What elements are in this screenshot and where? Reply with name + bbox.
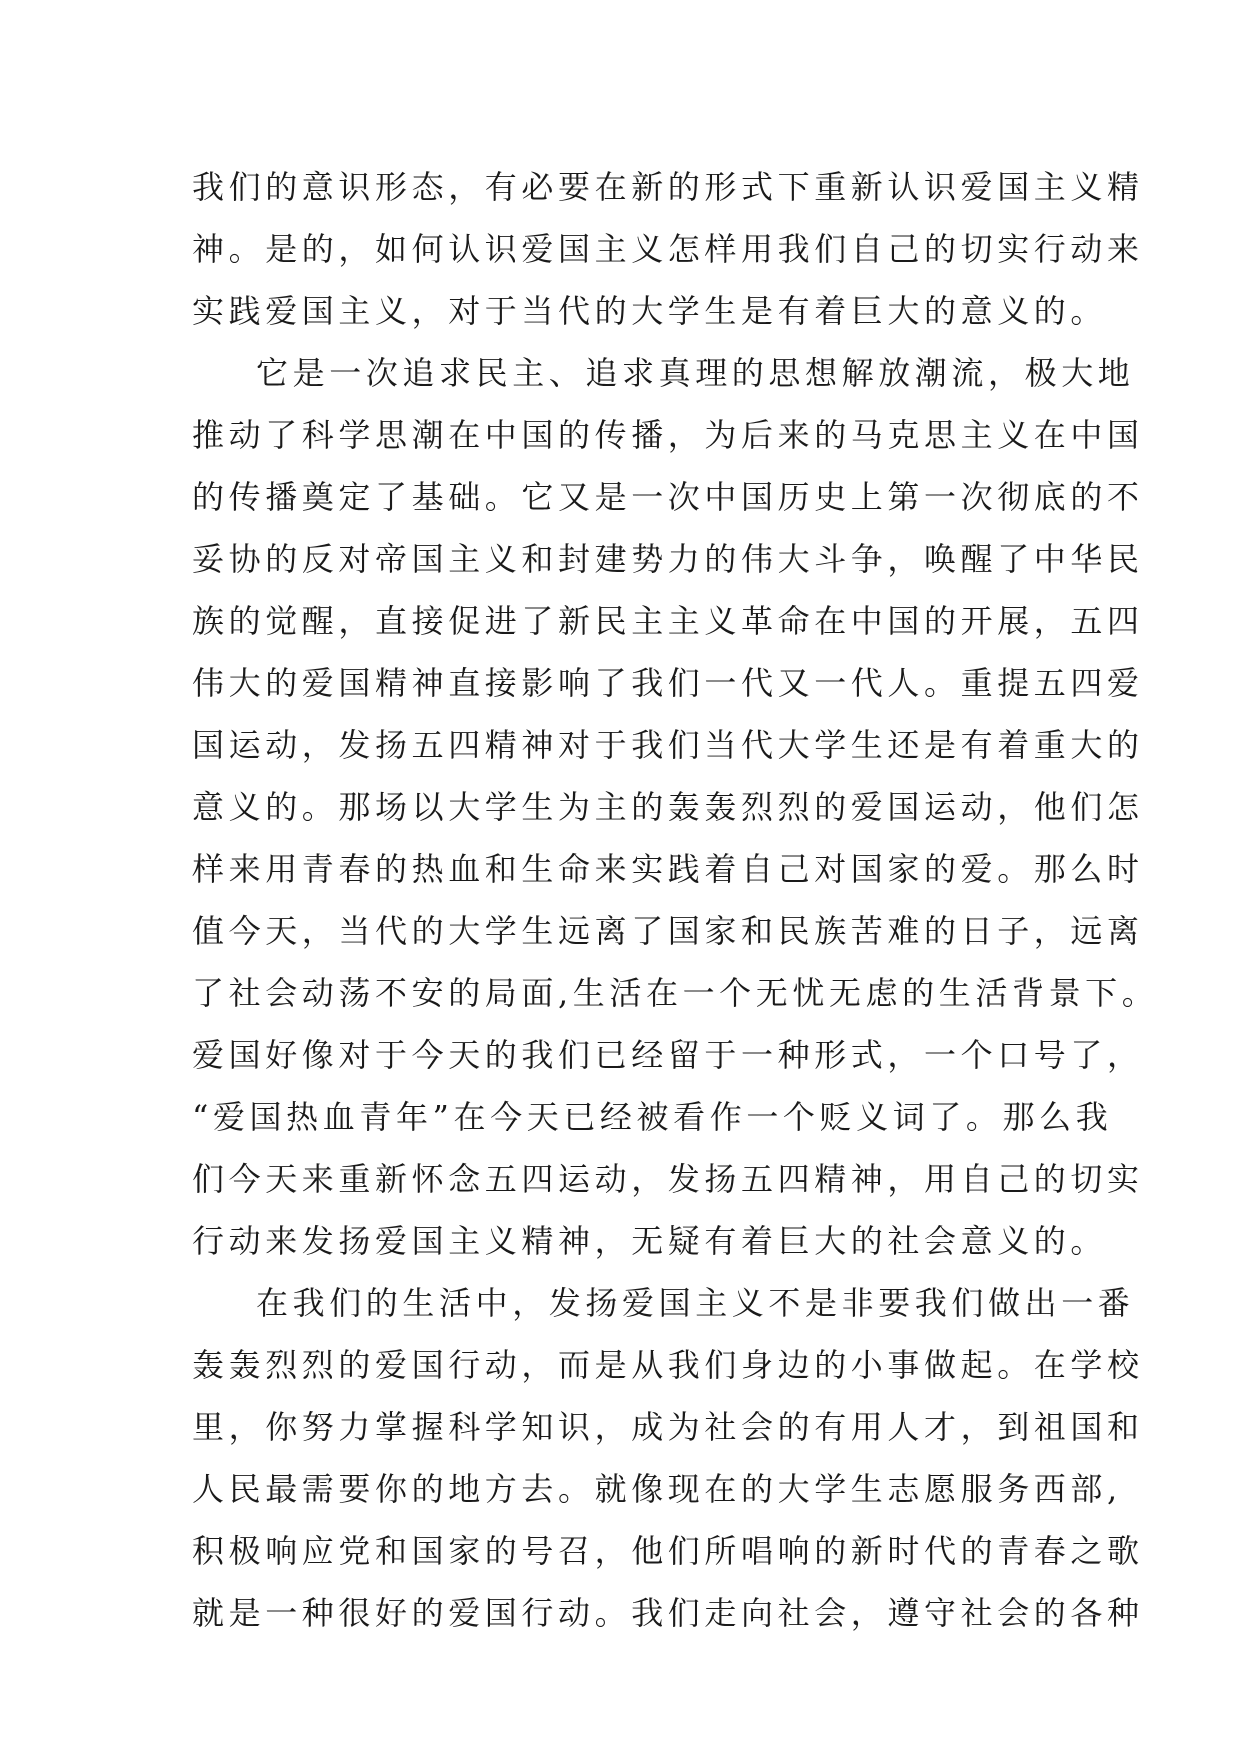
text-line: 轰轰烈烈的爱国行动，而是从我们身边的小事做起。在学校 — [192, 1346, 1144, 1384]
text-line: 神。是的，如何认识爱国主义怎样用我们自己的切实行动来 — [192, 230, 1144, 268]
text-line: 爱国好像对于今天的我们已经留于一种形式，一个口号了， — [192, 1036, 1144, 1074]
text-line: 推动了科学思潮在中国的传播，为后来的马克思主义在中国 — [192, 416, 1144, 454]
text-line: “爱国热血青年”在今天已经被看作一个贬义词了。那么我 — [192, 1098, 1113, 1136]
text-line: 意义的。那场以大学生为主的轰轰烈烈的爱国运动，他们怎 — [192, 788, 1144, 826]
text-line: 了社会动荡不安的局面,生活在一个无忧无虑的生活背景下。 — [192, 974, 1159, 1012]
text-line: 行动来发扬爱国主义精神，无疑有着巨大的社会意义的。 — [192, 1222, 1108, 1260]
text-line: 伟大的爱国精神直接影响了我们一代又一代人。重提五四爱 — [192, 664, 1144, 702]
text-line: 我们的意识形态，有必要在新的形式下重新认识爱国主义精 — [192, 168, 1144, 206]
text-line: 实践爱国主义，对于当代的大学生是有着巨大的意义的。 — [192, 292, 1108, 330]
text-line: 国运动，发扬五四精神对于我们当代大学生还是有着重大的 — [192, 726, 1144, 764]
document-body — [192, 156, 1159, 1644]
text-line: 就是一种很好的爱国行动。我们走向社会，遵守社会的各种 — [192, 1594, 1144, 1632]
text-line: 的传播奠定了基础。它又是一次中国历史上第一次彻底的不 — [192, 478, 1144, 516]
text-line: 里，你努力掌握科学知识，成为社会的有用人才，到祖国和 — [192, 1408, 1144, 1446]
text-line: 人民最需要你的地方去。就像现在的大学生志愿服务西部, — [192, 1470, 1122, 1508]
text-line: 积极响应党和国家的号召，他们所唱响的新时代的青春之歌 — [192, 1532, 1144, 1570]
text-line: 族的觉醒，直接促进了新民主主义革命在中国的开展，五四 — [192, 602, 1144, 640]
text-line: 值今天，当代的大学生远离了国家和民族苦难的日子，远离 — [192, 912, 1144, 950]
text-line: 样来用青春的热血和生命来实践着自己对国家的爱。那么时 — [192, 850, 1144, 888]
paragraph-first-line: 它是一次追求民主、追求真理的思想解放潮流，极大地 — [256, 354, 1135, 392]
text-line: 们今天来重新怀念五四运动，发扬五四精神，用自己的切实 — [192, 1160, 1144, 1198]
paragraph-first-line: 在我们的生活中，发扬爱国主义不是非要我们做出一番 — [256, 1284, 1135, 1322]
text-line: 妥协的反对帝国主义和封建势力的伟大斗争，唤醒了中华民 — [192, 540, 1144, 578]
